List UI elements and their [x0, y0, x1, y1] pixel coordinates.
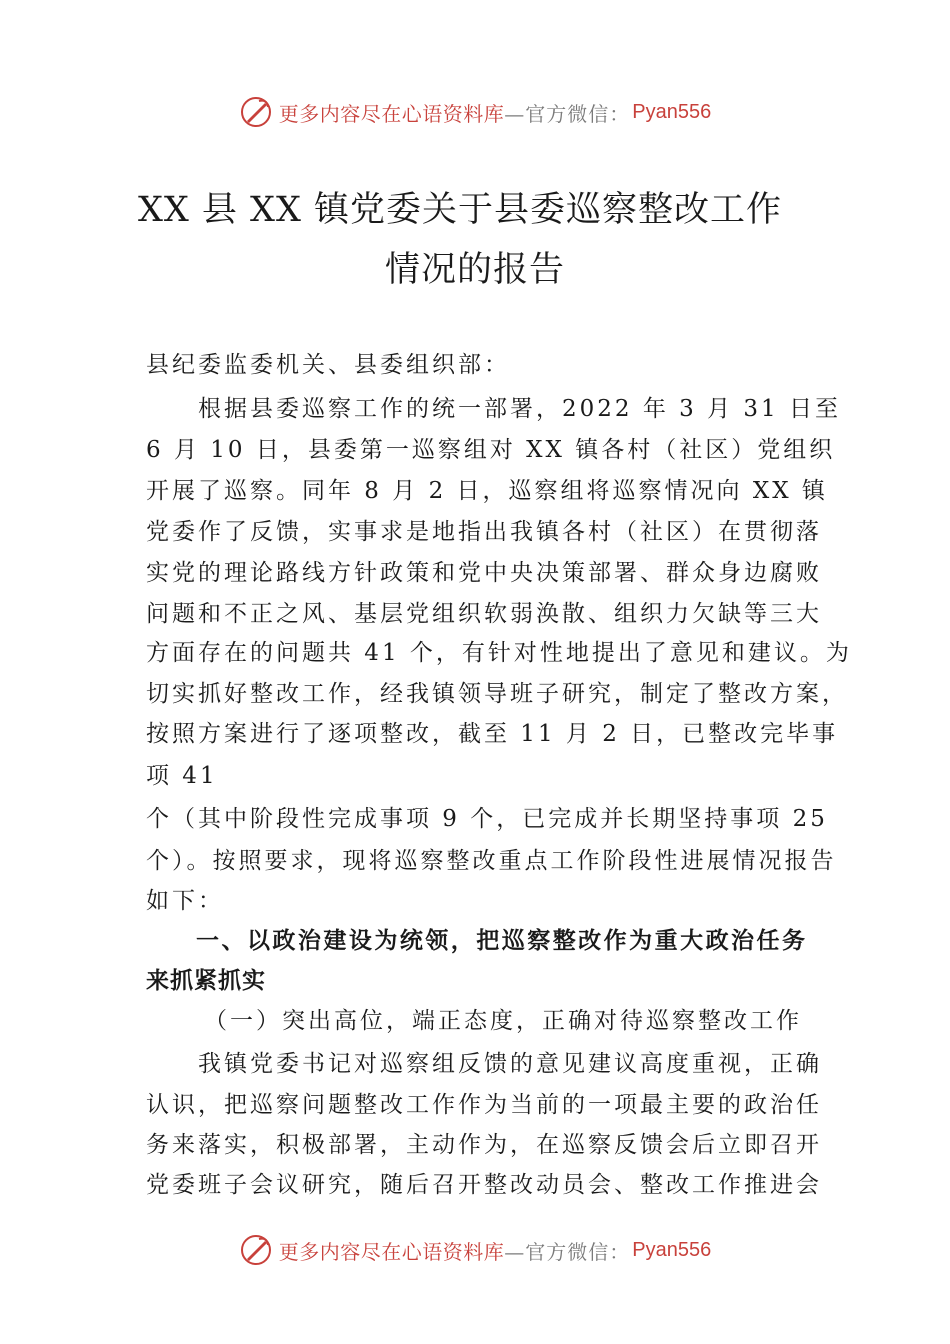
paragraph-line: 开展了巡察。同年 8 月 2 日，巡察组将巡察情况向 XX 镇: [146, 478, 828, 504]
section-heading-1-cont: 来抓紧抓实: [146, 968, 266, 994]
paragraph-line: 项 41: [146, 763, 218, 789]
paragraph-line: 按照方案进行了逐项整改，截至 11 月 2 日，已整改完毕事: [146, 721, 839, 747]
watermark-brand-text: 更多内容尽在心语资料库: [278, 101, 505, 126]
paragraph-line: 实党的理论路线方针政策和党中央决策部署、群众身边腐败: [146, 560, 822, 586]
watermark-wechat-id: Pyan556: [632, 100, 712, 123]
watermark-brand-text: 更多内容尽在心语资料库: [278, 1239, 505, 1264]
paragraph-line: 党委班子会议研究，随后召开整改动员会、整改工作推进会: [146, 1172, 822, 1198]
paragraph-line: 认识，把巡察问题整改工作作为当前的一项最主要的政治任: [146, 1092, 822, 1118]
addressee: 县纪委监委机关、县委组织部：: [146, 352, 510, 378]
document-title: [0, 180, 950, 300]
watermark-wechat-label: —官方微信：: [504, 1239, 631, 1264]
paragraph-line: 6 月 10 日，县委第一巡察组对 XX 镇各村（社区）党组织: [146, 437, 836, 463]
logo-icon: [239, 95, 273, 129]
paragraph-line: 根据县委巡察工作的统一部署，2022 年 3 月 31 日至: [198, 396, 841, 422]
paragraph-line: 切实抓好整改工作，经我镇领导班子研究，制定了整改方案，: [146, 681, 848, 707]
logo-icon: [239, 1233, 273, 1267]
watermark-footer: [0, 1233, 950, 1267]
paragraph-line: 个）。按照要求，现将巡察整改重点工作阶段性进展情况报告: [146, 848, 837, 874]
paragraph-line: 我镇党委书记对巡察组反馈的意见建议高度重视，正确: [198, 1051, 822, 1077]
section-heading-2: （一）突出高位，端正态度，正确对待巡察整改工作: [204, 1008, 802, 1034]
paragraph-line: 务来落实，积极部署，主动作为，在巡察反馈会后立即召开: [146, 1132, 822, 1158]
paragraph-line: 方面存在的问题共 41 个，有针对性地提出了意见和建议。为: [146, 640, 852, 666]
watermark-wechat-id: Pyan556: [632, 1238, 712, 1261]
watermark-wechat-label: —官方微信：: [504, 101, 631, 126]
paragraph-line: 个（其中阶段性完成事项 9 个，已完成并长期坚持事项 25: [146, 806, 828, 832]
paragraph-line: 如下：: [146, 888, 224, 914]
watermark-header: [0, 95, 950, 129]
paragraph-line: 问题和不正之风、基层党组织软弱涣散、组织力欠缺等三大: [146, 601, 822, 627]
title-line-2: 情况的报告: [384, 250, 565, 290]
section-heading-1: 一、以政治建设为统领，把巡察整改作为重大政治任务: [196, 928, 806, 954]
title-line-1: XX 县 XX 镇党委关于县委巡察整改工作: [137, 190, 783, 230]
paragraph-line: 党委作了反馈，实事求是地指出我镇各村（社区）在贯彻落: [146, 519, 822, 545]
